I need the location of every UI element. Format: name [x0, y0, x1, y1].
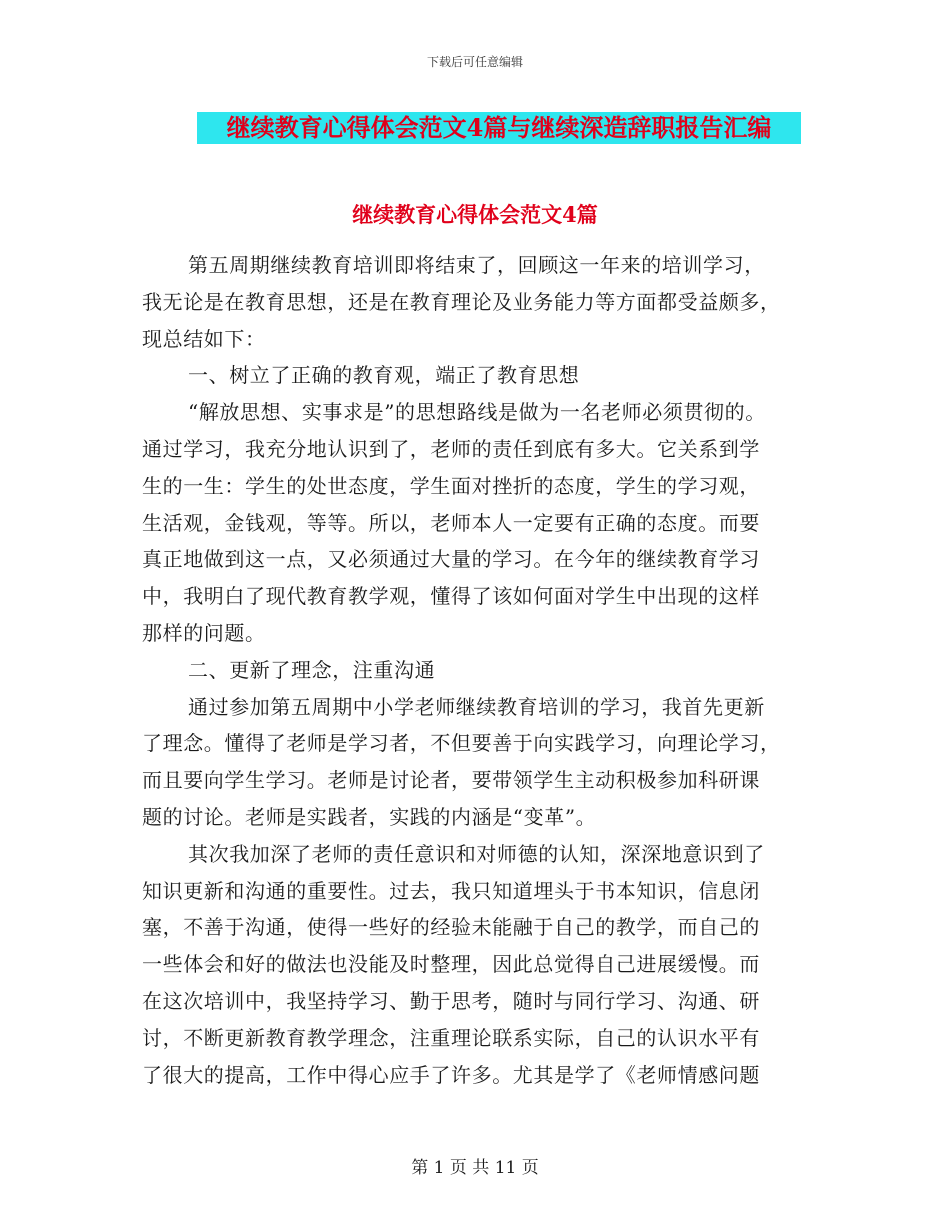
body-text [142, 247, 810, 1093]
paragraph-line: 通过学习，我充分地认识到了，老师的责任到底有多大。它关系到学 [142, 436, 760, 461]
document-title: 继续教育心得体会范文4篇与继续深造辞职报告汇编 [197, 112, 801, 144]
page-number: 第 1 页 共 11 页 [411, 1158, 539, 1178]
paragraph-line: 了很大的提高，工作中得心应手了许多。尤其是学了《老师情感问题 [142, 1062, 760, 1087]
paragraph-line: “解放思想、实事求是”的思想路线是做为一名老师必须贯彻的。 [188, 400, 766, 425]
paragraph-line: 一些体会和好的做法也没能及时整理，因此总觉得自己进展缓慢。而 [142, 952, 760, 977]
paragraph-line: 第五周期继续教育培训即将结束了，回顾这一年来的培训学习， [188, 253, 765, 277]
subheading-line: 二、更新了理念，注重沟通 [188, 657, 436, 682]
paragraph-line: 现总结如下： [142, 326, 266, 351]
download-note: 下载后可任意编辑 [426, 55, 523, 69]
paragraph-line: 真正地做到这一点，又必须通过大量的学习。在今年的继续教育学习 [142, 547, 760, 572]
paragraph-line: 生活观，金钱观，等等。所以，老师本人一定要有正确的态度。而要 [142, 510, 760, 535]
subheading-line: 一、树立了正确的教育观，端正了教育思想 [188, 363, 580, 388]
paragraph-line: 我无论是在教育思想，还是在教育理论及业务能力等方面都受益颇多， [142, 289, 781, 314]
paragraph-line: 生的一生：学生的处世态度，学生面对挫折的态度，学生的学习观， [142, 473, 760, 498]
paragraph-line: 题的讨论。老师是实践者，实践的内涵是“变革”。 [142, 804, 597, 829]
section-title: 继续教育心得体会范文4篇 [352, 202, 598, 227]
paragraph-line: 知识更新和沟通的重要性。过去，我只知道埋头于书本知识，信息闭 [142, 878, 760, 903]
paragraph-line: 而且要向学生学习。老师是讨论者，要带领学生主动积极参加科研课 [142, 768, 760, 793]
paragraph-line: 通过参加第五周期中小学老师继续教育培训的学习，我首先更新 [188, 694, 765, 719]
paragraph-line: 了理念。懂得了老师是学习者，不但要善于向实践学习，向理论学习， [142, 731, 781, 756]
paragraph-line: 其次我加深了老师的责任意识和对师德的认知，深深地意识到了 [188, 841, 765, 866]
paragraph-line: 讨，不断更新教育教学理念，注重理论联系实际，自己的认识水平有 [142, 1025, 760, 1050]
paragraph-line: 塞，不善于沟通，使得一些好的经验未能融于自己的教学，而自己的 [142, 915, 760, 940]
paragraph-line: 中，我明白了现代教育教学观，懂得了该如何面对学生中出现的这样 [142, 584, 760, 609]
paragraph-line: 那样的问题。 [142, 620, 266, 645]
paragraph-line: 在这次培训中，我坚持学习、勤于思考，随时与同行学习、沟通、研 [142, 988, 760, 1013]
